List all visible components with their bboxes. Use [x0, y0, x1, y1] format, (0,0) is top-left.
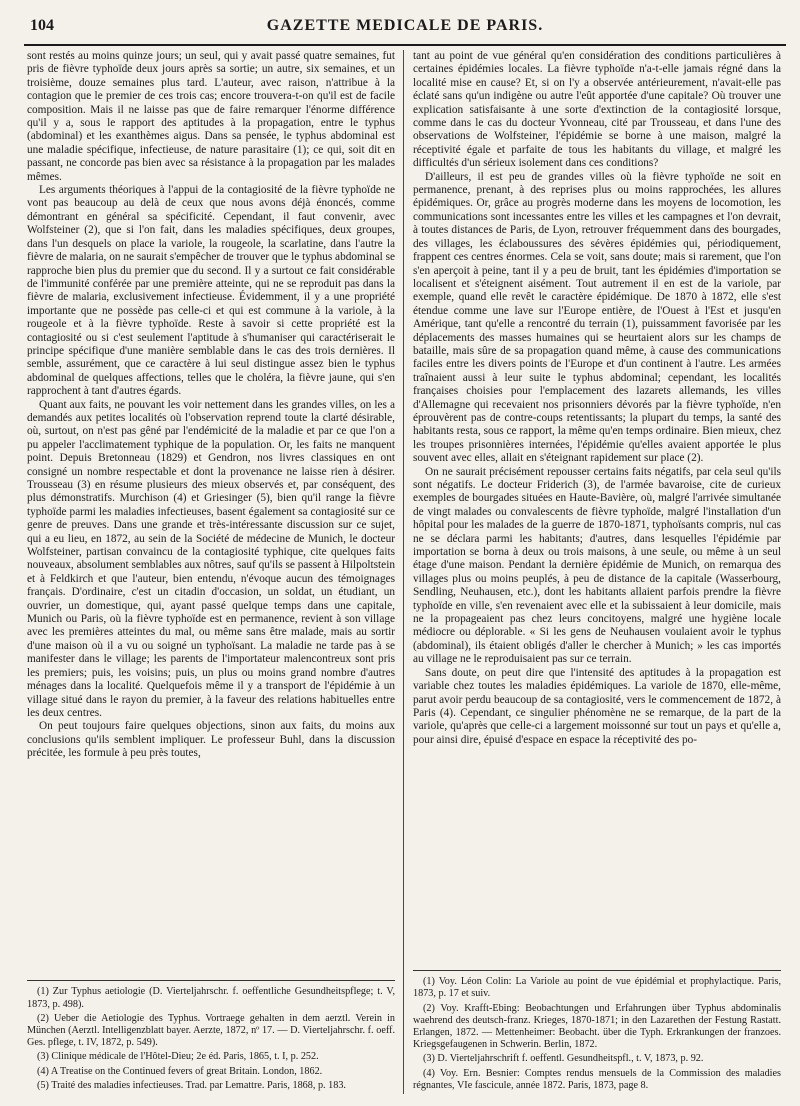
column-divider [403, 50, 404, 1094]
left-column-text [27, 50, 395, 974]
paragraph: sont restés au moins quinze jours; un seul, qui y avait passé quatre semaines, fut pris de fièvre typhoïde deux jours après sa sortie; un autre, six semaines, et un troisième, douze semaines plus tard. L'auteur, avec raison, n'attribue à la contagion que le premier de ces trois cas; encore trouvera-t-on qu'il est de facile composition. Mais il ne laisse pas que de faire remarquer l'énorme différence qu'il y a, sous le rapport des aptitudes à la propagation, entre le typhus (abdominal) et les exanthèmes aigus. Dans sa pensée, le typhus abdominal est une maladie spécifique, infectieuse, de nature parasitaire (1); ce qui, soit dit en passant, ne concorde pas bien avec sa résistance à la propagation par les malades mêmes. [27, 50, 395, 183]
left-column [27, 50, 395, 1094]
footnote: (3) D. Vierteljahrschrift f. oeffentl. Gesundheitspfl., t. V, 1873, p. 92. [423, 1053, 704, 1065]
footnote: (2) Ueber die Aetiologie des Typhus. Vortraege gehalten in dem aerztl. Verein in München (Aerztl. Intelligenzblatt bayer. Aerzte, 1872, nº 17. — D. Vierteljahrschr. f. oeff. Ges. pflege, t. IV, 1872, p. 549). [27, 1012, 395, 1049]
footnote: (5) Traité des maladies infectieuses. Trad. par Lemattre. Paris, 1868, p. 183. [37, 1079, 346, 1091]
footnote-divider [413, 970, 781, 971]
left-footnotes [27, 986, 395, 1094]
footnote: (4) A Treatise on the Continued fevers of great Britain. London, 1862. [37, 1065, 323, 1077]
paragraph: Sans doute, on peut dire que l'intensité des aptitudes à la propagation est variable chez toutes les maladies épidémiques. La variole de 1870, elle-même, parut avoir perdu beaucoup de sa contagiosité, vers le commencement de 1872, à Paris (4). Cependant, ce singulier phénomène ne se remarque, de la part de la variole, qu'après que celle-ci a largement moissonné sur tout un pays et qu'elle a, pour ainsi dire, épuisé d'espace en espace la réceptivité des po- [413, 666, 781, 746]
right-footnotes [413, 976, 781, 1094]
footnote: (3) Clinique médicale de l'Hôtel-Dieu; 2e éd. Paris, 1865, t. I, p. 252. [37, 1051, 319, 1063]
running-title: GAZETTE MEDICALE DE PARIS. [266, 17, 544, 34]
right-column-text [413, 50, 781, 964]
paragraph: Quant aux faits, ne pouvant les voir nettement dans les grandes villes, on les a demandés aux petites localités où l'observation reprend toute la clarté désirable, où, surtout, on n'est pas gêné par l'endémicité de la maladie et par ce que l'on a pu appeler l'acclimatement typhique de la population. Or, les faits ne manquent point. Depuis Bretonneau (1829) et Gendron, nos livres classiques en ont consigné un nombre respectable et dont la provenance ne laisse rien à désirer. Trousseau (3) en résume plusieurs des mieux observés et, par conséquent, des plus démonstratifs. Murchison (4) et Griesinger (5), bien qu'il range la fièvre typhoïde parmi les maladies infectieuses, basent également sa contagiosité sur ce genre de preuves. Dans une grande et très-intéressante discussion sur ce sujet, qui a eu lieu, en 1872, au sein de la Société de médecine de Munich, le docteur Wolfsteiner, partisan convaincu de la contagiosité typhique, cite quelques faits nouveaux, absolument semblables aux nôtres, sauf qu'ils se passent à Hilpoltstein et à Feldkirch et que l'auteur, bien entendu, n'évoque aucun des témoignages français. D'ordinaire, c'est un citadin d'occasion, un soldat, un étudiant, un ouvrier, un domestique, qui, ayant passé quelque temps dans une capitale, Munich ou Paris, où la fièvre typhoïde est en permanence, revient à son village avec les premières atteintes du mal, ou même sans être malade, mais au sortir d'une maison où il a vu ou soigné un typhoïsant. La maladie ne tarde pas à se manifester dans le village; les parents de l'importateur malencontreux sont pris les premiers; puis, les voisins; puis, un plus ou moins grand nombre d'autres ménages dans la localité. Quelquefois même il y a transport de l'épidémie à un village situé dans le rayon du premier, à la faveur des relations habituelles entre les deux centres. [27, 398, 395, 719]
footnote-divider [27, 980, 395, 981]
paragraph: On ne saurait précisément repousser certains faits négatifs, par cela seul qu'ils sont négatifs. Le docteur Friderich (3), de l'armée bavaroise, cite de curieux exemples de bourgades situées en Haute-Bavière, où, malgré l'arrivée simultanée de vingt malades ou convalescents de fièvre typhoïde, malgré l'installation d'un hôpital pour les malades de la guerre de 1870-1871, typhoïsants compris, nul cas ne se déclara parmi les habitants; d'autres, dans lesquelles l'épidémie par importation se borna à deux ou trois maisons, à une seule, ou même à un seul étage d'une maison. Pendant la dernière épidémie de Munich, on remarqua des villages plus ou moins peuplés, à peu de distance de la capitale (Wasserbourg, Sendling, Neuhausen, etc.), dont les habitants allaient parfois prendre la fièvre typhoïde en ville, s'en revenaient avec elle et la subissaient à leur domicile, mais ne la propageaient pas chez leurs concitoyens, malgré une hygiène locale médiocre ou déplorable. « Si les gens de Neuhausen voulaient avoir le typhus (abdominal), ils étaient obligés d'aller le chercher à Munich; » les cas importés au village ne le reproduisaient pas sur ce terrain. [413, 465, 781, 666]
paragraph: Les arguments théoriques à l'appui de la contagiosité de la fièvre typhoïde ne vont pas beaucoup au delà de ceux que nous avons déjà énoncés, comme démontrant en général sa spécificité. Cependant, il faut convenir, avec Wolfsteiner (2), que si l'on fait, dans les maladies spécifiques, deux groupes, dans l'un desquels on place la variole, la rougeole, la scarlatine, dans l'autre la fièvre de malaria, on ne saurait s'empêcher de trouver que le typhus abdominal se rapproche bien plus du premier que du second. Il y a surtout ce fait considérable de l'immunité conférée par une première atteinte, qui ne se reproduit pas dans la fièvre de malaria, exclusivement infectieuse. Évidemment, il y a une propriété importante que ne possède pas celle-ci et qui est commune à la variole, à la rougeole et à la fièvre typhoïde. Reste à savoir si cette propriété est la contagiosité ou si c'est seulement l'aptitude à s'humaniser qui caractériserait le principe spécifique d'une manière semblable dans le cas des trois dernières. Il semble, assurément, que ce caractère à lui seul distingue assez bien le typhus abdominal de quelques affections, telles que le choléra, la fièvre jaune, qui s'en rapprochent à tant d'autres égards. [27, 184, 395, 398]
footnote: (4) Voy. Ern. Besnier: Comptes rendus mensuels de la Commission des maladies régnantes, VIe fascicule, année 1872. Paris, 1873, page 8. [413, 1067, 781, 1091]
page-header [24, 14, 786, 46]
footnote: (2) Voy. Krafft-Ebing: Beobachtungen und Erfahrungen über Typhus abdominalis waehrend des deutsch-franz. Krieges, 1870-1871; in den Lazarethen der Festung Rastatt. Erlangen, 1872. — Mettenheimer: Beobacht. über die Typh. Erkrankungen der franzoes. Kriegsgefaugenen in Schwerin. Berlin, 1872. [413, 1002, 781, 1051]
footnote: (1) Voy. Léon Colin: La Variole au point de vue épidémial et prophylactique. Paris, 1873, p. 17 et suiv. [413, 976, 781, 1000]
paragraph: tant au point de vue général qu'en considération des conditions particulières à certaines épidémies locales. La fièvre typhoïde n'a-t-elle jamais régné dans la localité mise en cause? Et, si on l'y a observée antérieurement, n'avait-elle pas éclaté sans qu'un indigène ou autre l'eût apportée d'une capitale? Où trouver une explication satisfaisante à une sorte d'extinction de la contagiosité lorsque, comme dans le cas du docteur Yvonneau, cité par Trousseau, et dans l'une des observations de Wolfsteiner, l'épidémie se borne à une maison, malgré la réceptivité égale et parfaite de tous les habitants du village, et malgré les difficultés d'un sérieux isolement dans ces conditions? [413, 50, 781, 170]
paragraph: On peut toujours faire quelques objections, sinon aux faits, du moins aux conclusions qu'ils semblent impliquer. Le professeur Buhl, dans la discussion précitée, les formule à peu près toutes, [27, 720, 395, 760]
paragraph: D'ailleurs, il est peu de grandes villes où la fièvre typhoïde ne soit en permanence, prenant, à des reprises plus ou moins rapprochées, les allures épidémiques. Or, grâce au progrès moderne dans les moyens de locomotion, les communications sont incessantes entre les villes et les campagnes et l'on devrait, à toutes distances de Paris, de Lyon, retrouver fréquemment dans des bourgades, des villages, les éclaboussures des sévères épidémies qui, périodiquement, frappent ces centres énormes. Cela se voit, sans doute; mais si rarement, que l'on s'en aperçoit à peine, tant il y a peu de bruit, tant les épidémies d'importation se localisent et s'éteignent aisément. Tout autrement il en est de la variole, par exemple, quand elle revêt le caractère épidémique. De 1870 à 1872, elle s'est étendue comme une lave sur l'Europe entière, de l'Ouest à l'Est et jusqu'en Amérique, tant qu'elle a rencontré du terrain (1), puissamment favorisée par les déplacements des masses humaines qui se heurtaient alors sur les champs de bataille, mais sûre de sa propagation quand même, à cause des communications faciles entre les divers points de l'Europe et d'un continent à l'autre. Les armées traînaient aussi à leur suite le typhus abdominal; cependant, les localités françaises choisies pour l'emplacement des lazarets allemands, les villes d'Allemagne qui recevaient nos prisonniers dévorés par la fièvre typhoïde, n'en éprouvèrent pas de contre-coups retentissants; la plupart du temps, la santé des habitants resta, sous ce rapport, la même qu'en temps ordinaire. Bien mieux, chez les troupes prisonnières internées, l'épidémie qu'elles avaient apportée le plus souvent avec elles, allait en s'éteignant rapidement sur place (2). [413, 170, 781, 465]
journal-page [24, 14, 786, 1098]
page-number: 104 [30, 17, 54, 34]
right-column [413, 50, 781, 1094]
footnote: (1) Zur Typhus aetiologie (D. Vierteljahrschr. f. oeffentliche Gesundheitspflege; t. V, 1873, p. 498). [27, 986, 395, 1010]
two-column-body [24, 50, 786, 1094]
